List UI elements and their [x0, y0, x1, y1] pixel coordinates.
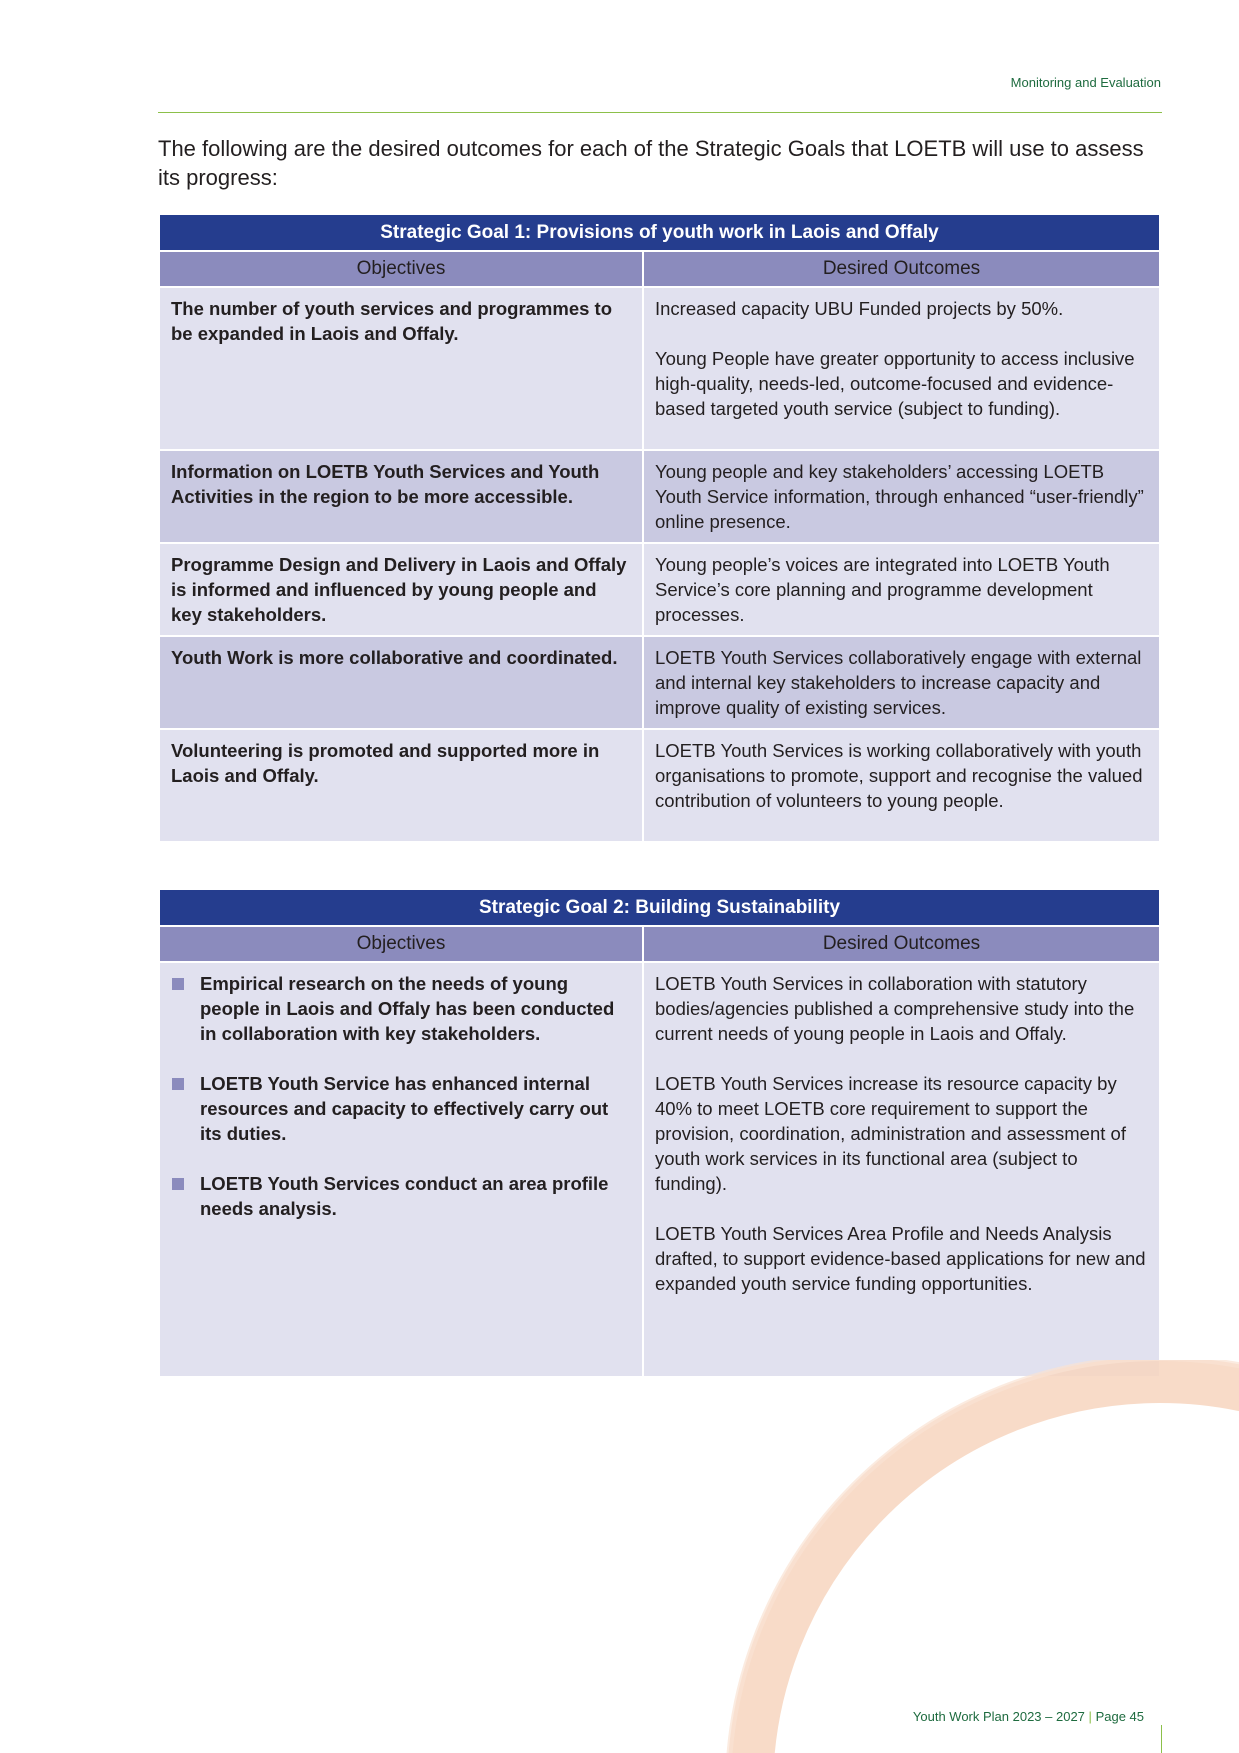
outcome-cell: [643, 450, 1160, 543]
objective-list: [171, 971, 632, 1221]
goal2-table: [158, 888, 1161, 1378]
running-header: Monitoring and Evaluation: [1010, 75, 1161, 90]
objective-cell: Volunteering is promoted and supported more in Laois and Offaly.: [159, 729, 643, 842]
objective-cell: Youth Work is more collaborative and coordinated.: [159, 636, 643, 729]
outcome-cell: [643, 729, 1160, 842]
footer-separator: |: [1088, 1709, 1092, 1724]
objective-text: LOETB Youth Service has enhanced internal resources and capacity to effectively carry out its duties.: [200, 1073, 609, 1144]
goal1-row: [159, 636, 1160, 729]
footer-doc-title: Youth Work Plan 2023 – 2027: [912, 1709, 1085, 1724]
goal1-outcomes-header: Desired Outcomes: [643, 251, 1160, 287]
outcome-text: LOETB Youth Services in collaboration with statutory bodies/agencies published a comprehensive study into the current needs of young people in Laois and Offaly.: [655, 973, 1135, 1044]
goal2-row: [159, 962, 1160, 1377]
objective-cell: The number of youth services and programmes to be expanded in Laois and Offaly.: [159, 287, 643, 450]
goal1-row: [159, 543, 1160, 636]
footer-rule: [1161, 1725, 1162, 1753]
objective-text: LOETB Youth Services conduct an area profile needs analysis.: [200, 1173, 609, 1219]
outcome-text: LOETB Youth Services Area Profile and Needs Analysis drafted, to support evidence-based applications for new and expanded youth service funding opportunities.: [655, 1223, 1146, 1294]
goal1-row: [159, 729, 1160, 842]
goal2-outcomes-header: Desired Outcomes: [643, 926, 1160, 962]
intro-paragraph: The following are the desired outcomes for each of the Strategic Goals that LOETB will use to assess its progress:: [158, 136, 1144, 190]
outcome-text: LOETB Youth Services collaboratively engage with external and internal key stakeholders to increase capacity and improve quality of existing services.: [655, 647, 1142, 718]
outcome-text: Young people’s voices are integrated into LOETB Youth Service’s core planning and programme development processes.: [655, 554, 1110, 625]
header-rule: [158, 112, 1162, 113]
goal1-title: Strategic Goal 1: Provisions of youth work in Laois and Offaly: [159, 214, 1160, 251]
goal1-row: [159, 450, 1160, 543]
outcome-text: Increased capacity UBU Funded projects by 50%.: [655, 298, 1064, 319]
goal2-title: Strategic Goal 2: Building Sustainability: [159, 889, 1160, 926]
objective-cell: Programme Design and Delivery in Laois and Offaly is informed and influenced by young people and key stakeholders.: [159, 543, 643, 636]
goal1-table: [158, 213, 1161, 843]
outcome-text: Young people and key stakeholders’ accessing LOETB Youth Service information, through enhanced “user-friendly” online presence.: [655, 461, 1144, 532]
square-bullet-icon: [172, 978, 184, 990]
footer: [913, 1709, 1144, 1724]
decorative-brush-circle: [600, 1360, 1239, 1753]
goal2-objectives-header: Objectives: [159, 926, 643, 962]
outcome-text: LOETB Youth Services increase its resource capacity by 40% to meet LOETB core requirement to support the provision, coordination, administration and assessment of youth work services in its functional area (subject to funding).: [655, 1073, 1126, 1194]
goal1-objectives-header: Objectives: [159, 251, 643, 287]
objective-text: Empirical research on the needs of young people in Laois and Offaly has been conducted in collaboration with key stakeholders.: [200, 973, 615, 1044]
page-number: Page 45: [1095, 1709, 1144, 1724]
outcome-cell: [643, 962, 1160, 1377]
list-item: [171, 1171, 632, 1221]
list-item: [171, 1071, 632, 1146]
outcome-cell: [643, 543, 1160, 636]
outcome-cell: [643, 287, 1160, 450]
outcome-cell: [643, 636, 1160, 729]
objective-cell: [159, 962, 643, 1377]
square-bullet-icon: [172, 1078, 184, 1090]
outcome-text: LOETB Youth Services is working collaboratively with youth organisations to promote, support and recognise the valued contribution of volunteers to young people.: [655, 740, 1143, 811]
outcome-text: Young People have greater opportunity to access inclusive high-quality, needs-led, outcome-focused and evidence-based targeted youth service (subject to funding).: [655, 348, 1135, 419]
goal1-row: [159, 287, 1160, 450]
list-item: [171, 971, 632, 1046]
objective-cell: Information on LOETB Youth Services and Youth Activities in the region to be more accessible.: [159, 450, 643, 543]
square-bullet-icon: [172, 1178, 184, 1190]
